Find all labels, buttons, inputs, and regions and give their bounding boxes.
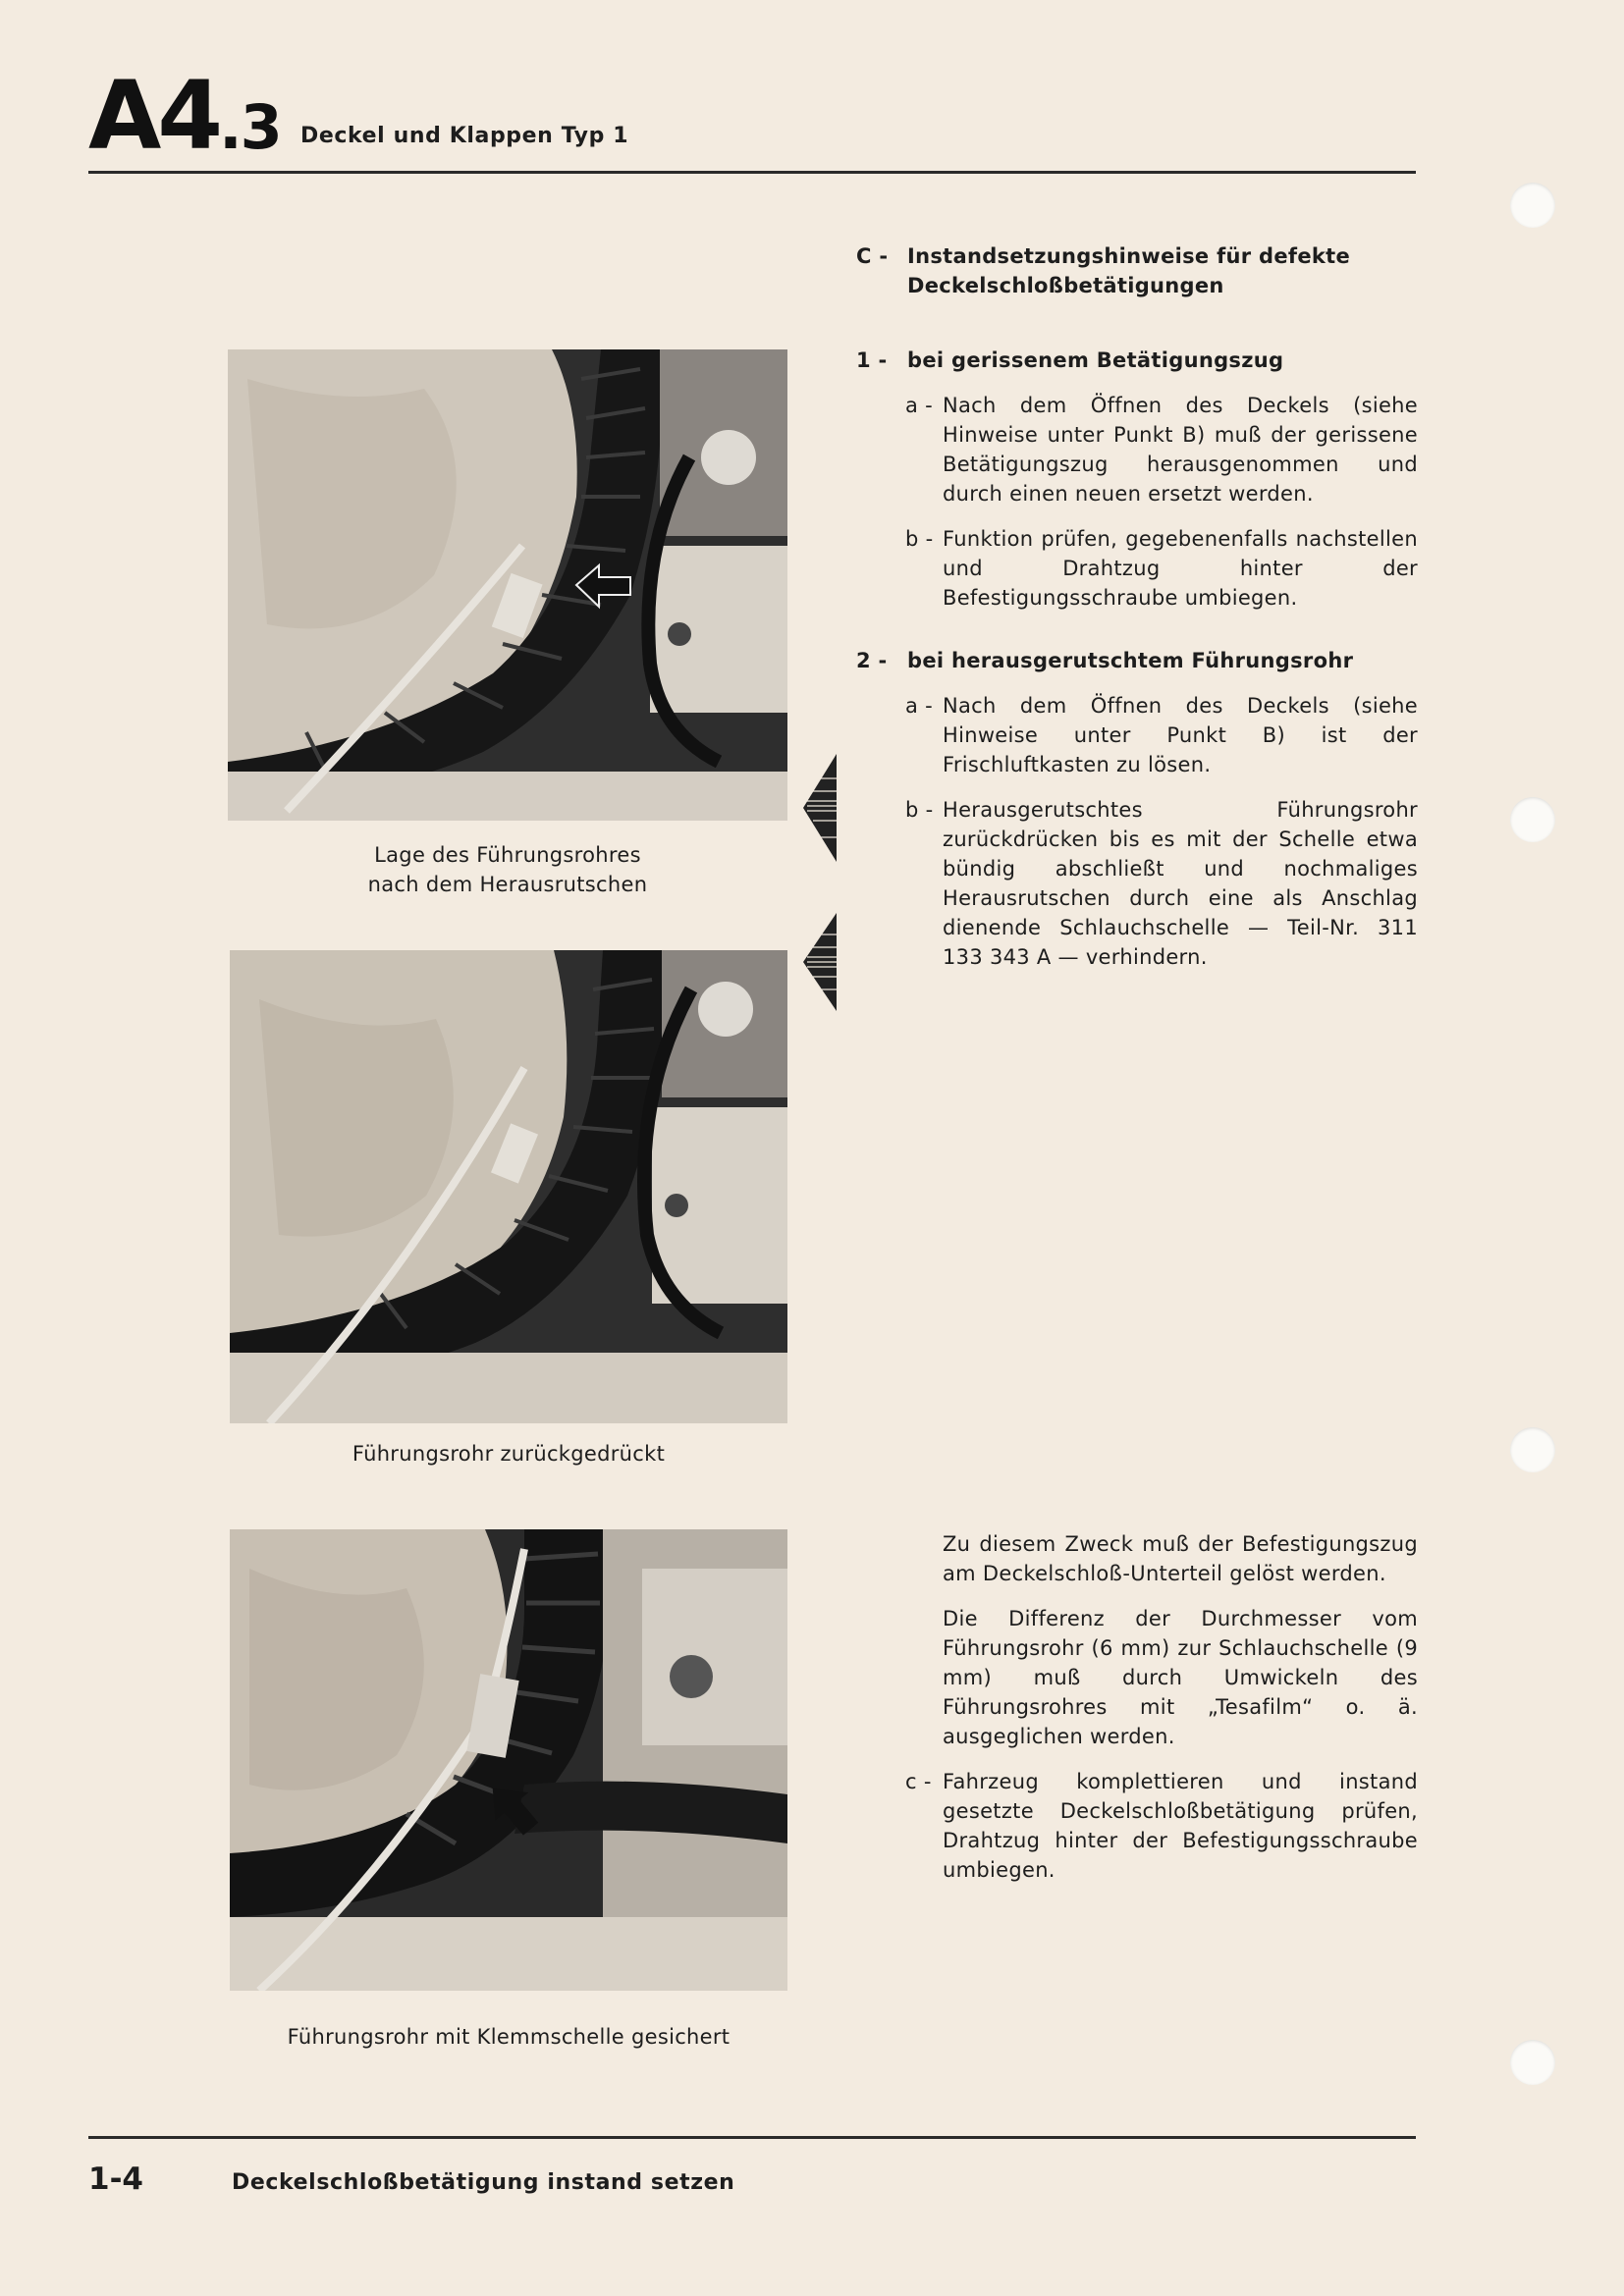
section-code: A4.3 bbox=[88, 61, 281, 171]
caption-photo-2: Führungsrohr zurückgedrückt bbox=[352, 1442, 666, 1466]
step-2b: b - Herausgerutschtes Führungsrohr zurückdrücken bis es mit der Schelle etwa bündig abschließt und nochmaliges Herausrutschen durch eine als Anschlag dienende Schlauchschelle — Teil-Nr. 311 133 343 A — verhindern. bbox=[905, 798, 1418, 969]
paragraph-diameter-difference: Die Differenz der Durchmesser vom Führungsrohr (6 mm) zur Schlauchschelle (9 mm) muß durch Umwickeln des Führungsrohres mit „Tesafilm“ o. ä. ausgeglichen werden. bbox=[943, 1607, 1418, 1748]
step-2a: a - Nach dem Öffnen des Deckels (siehe Hinweise unter Punkt B) ist der Frischluftkasten zu lösen. bbox=[905, 694, 1418, 776]
pointer-triangle-icon bbox=[803, 913, 839, 1011]
page-number: 1-4 bbox=[88, 2162, 144, 2197]
step-2-continued bbox=[856, 1529, 1418, 1885]
paragraph-fastening-cable: Zu diesem Zweck muß der Befestigungszug am Deckelschloß-Unterteil gelöst werden. bbox=[943, 1532, 1418, 1585]
punch-hole bbox=[1510, 2040, 1555, 2085]
footer-rule bbox=[88, 2136, 1416, 2139]
pointer-triangle-icon bbox=[803, 754, 839, 862]
step-2c: c - Fahrzeug komplettieren und instand gesetzte Deckelschloßbetätigung prüfen, Drahtzug hinter der Befestigungsschraube umbiegen. bbox=[905, 1770, 1418, 1882]
caption-photo-1: Lage des Führungsrohres nach dem Herausrutschen bbox=[367, 843, 648, 896]
photo-guide-tube-secured-with-clamp bbox=[230, 1529, 787, 1991]
step-1 bbox=[856, 346, 1418, 613]
punch-hole bbox=[1510, 1427, 1555, 1472]
step-1-title: 1 - bei gerissenem Betätigungszug bbox=[856, 348, 1284, 372]
step-2-title: 2 - bei herausgerutschtem Führungsrohr bbox=[856, 649, 1354, 672]
step-1a: a - Nach dem Öffnen des Deckels (siehe Hinweise unter Punkt B) muß der gerissene Betätigungszug herausgenommen und durch einen neuen ersetzt werden. bbox=[905, 394, 1418, 506]
step-2 bbox=[856, 646, 1418, 972]
section-c-heading: C - Instandsetzungshinweise für defekte Deckelschloßbetätigungen bbox=[856, 244, 1351, 297]
photo-guide-tube-pushed-back bbox=[230, 950, 787, 1423]
page-title: Deckel und Klappen Typ 1 bbox=[300, 124, 629, 148]
photo-guide-tube-slipped-out bbox=[228, 349, 787, 821]
step-1b: b - Funktion prüfen, gegebenenfalls nachstellen und Drahtzug hinter der Befestigungsschraube umbiegen. bbox=[905, 527, 1418, 610]
punch-hole bbox=[1510, 183, 1555, 228]
header-rule bbox=[88, 171, 1416, 174]
caption-photo-3: Führungsrohr mit Klemmschelle gesichert bbox=[287, 2025, 731, 2049]
footer-title: Deckelschloßbetätigung instand setzen bbox=[232, 2170, 735, 2195]
punch-hole bbox=[1510, 797, 1555, 842]
